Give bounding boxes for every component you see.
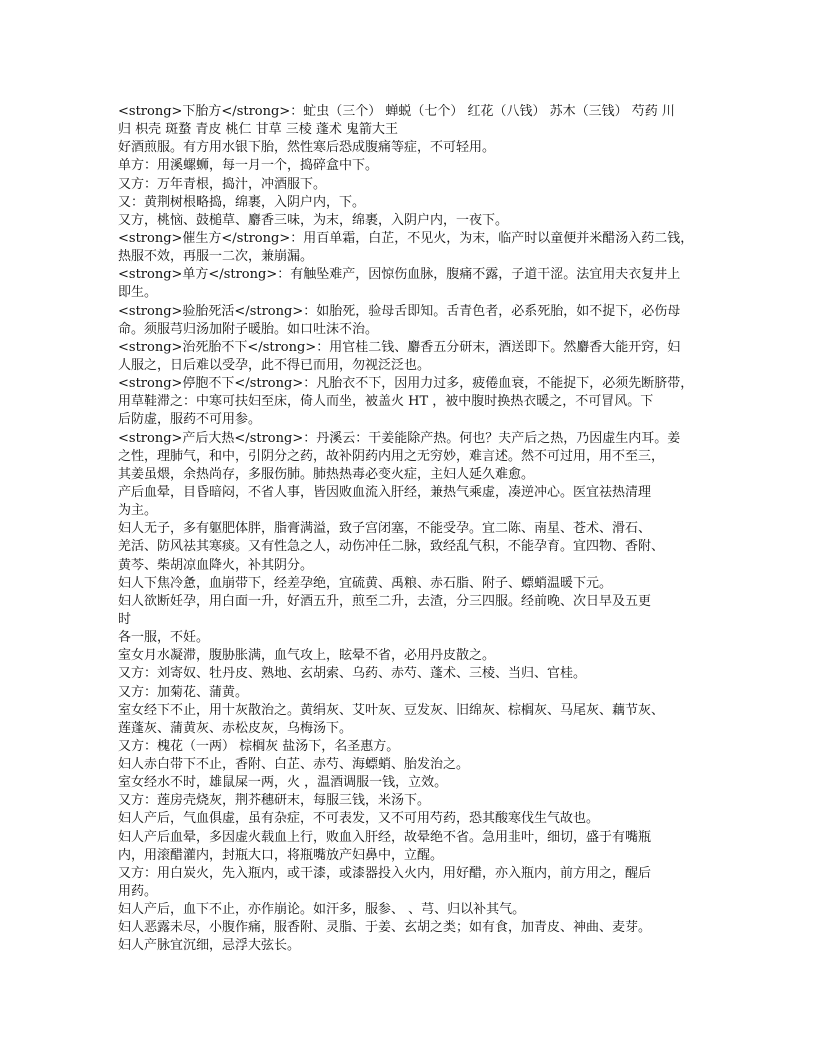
- text-line: 后防虚，服药不可用参。: [118, 412, 262, 428]
- text-line: <strong>验胎死活</strong>：如胎死，验母舌即知。舌青色者，必系死胎，如不捉下，必伤母: [118, 303, 681, 319]
- text-line: 产后血晕，目昏暗闷，不省人事，皆因败血流入肝经，兼热气乘虚，凑逆冲心。医宜祛热清理: [118, 484, 652, 500]
- text-line: 羌活、防风祛其寒痰。又有性急之人，动伤冲任二脉，致经乱气积，不能孕育。宜四物、香附、: [118, 539, 665, 555]
- text-line: 热服不效，再服一二次，兼崩漏。: [118, 249, 314, 265]
- text-line: 妇人无子，多有躯肥体胖，脂膏满溢，致子宫闭塞，不能受孕。宜二陈、南星、苍术、滑石、: [118, 521, 652, 537]
- text-line: 归 枳壳 斑蝥 青皮 桃仁 甘草 三棱 蓬术 鬼箭大王: [118, 122, 399, 138]
- text-line: 室女经水不时，雄鼠屎一两，火 ，温酒调服一钱，立效。: [118, 775, 448, 791]
- text-line: 妇人下焦冷惫，血崩带下，经差孕绝，宜硫黄、禹粮、赤石脂、附子、螵蛸温暖下元。: [118, 575, 613, 591]
- text-line: 室女经下不止，用十灰散治之。黄绢灰、艾叶灰、豆发灰、旧绵灰、棕榈灰、马尾灰、藕节灰、: [118, 702, 665, 718]
- text-line: 室女月水凝滞，腹胁胀满，血气攻上，眩晕不省，必用丹皮散之。: [118, 648, 496, 664]
- text-line: <strong>治死胎不下</strong>：用官桂二钱、麝香五分研末，酒送即下。然麝香大能开窍，妇: [118, 339, 681, 355]
- text-line: 又方：用白炭火，先入瓶内，或干漆，或漆器投入火内，用好醋，亦入瓶内，前方用之，醒后: [118, 865, 652, 881]
- text-line: 又：黄荆树根略捣，绵裹，入阴户内，下。: [118, 194, 366, 210]
- document-body: [118, 103, 708, 956]
- text-line: 妇人产后，气血俱虚，虽有杂症，不可表发，又不可用芍药，恐其酸寒伐生气故也。: [118, 811, 600, 827]
- text-line: 妇人产后，血下不止，亦作崩论。如汗多，服参、 、芎、归以补其气。: [118, 902, 526, 918]
- text-line: 妇人恶露未尽，小腹作痛，服香附、灵脂、于姜、玄胡之类；如有食，加青皮、神曲、麦芽。: [118, 920, 652, 936]
- text-line: 其姜虽煨，余热尚存，多服伤肺。肺热热毒必变火症，主妇人延久难愈。: [118, 466, 535, 482]
- text-line: 又方：万年青根，捣汁，冲酒服下。: [118, 176, 327, 192]
- text-line: 又方：莲房壳烧灰，荆芥穗研末，每服三钱，米汤下。: [118, 793, 431, 809]
- text-line: <strong>单方</strong>：有触坠难产，因惊伤血脉，腹痛不露，子道干涩。法宜用夫衣复井上: [118, 267, 681, 283]
- text-line: 各一服，不妊。: [118, 630, 210, 646]
- text-line: 又方，桃恼、鼓槌草、麝香三味，为末，绵裹，入阴户内，一夜下。: [118, 212, 509, 228]
- text-line: 妇人赤白带下不止，香附、白芷、赤芍、海螵蛸、胎发治之。: [118, 757, 470, 773]
- text-line: 即生。: [118, 285, 158, 301]
- text-line: 命。须服芎归汤加附子暖胎。如口吐沫不治。: [118, 321, 379, 337]
- text-line: 为主。: [118, 503, 158, 519]
- text-line: 时: [118, 611, 132, 627]
- text-line: 之性，理肺气，和中，引阴分之药，故补阴药内用之无穷妙，难言述。然不可过用，用不至三，: [118, 448, 665, 464]
- text-line: 妇人欲断妊孕，用白面一升，好酒五升，煎至二升，去渣，分三四服。经前晚、次日早及五更: [118, 593, 652, 609]
- text-line: 内，用滚醋灌内，封瓶大口，将瓶嘴放产妇鼻中，立醒。: [118, 847, 444, 863]
- text-line: 妇人产后血晕，多因虚火载血上行，败血入肝经，故晕绝不省。急用韭叶，细切，盛于有嘴瓶: [118, 829, 652, 845]
- text-line: <strong>下胎方</strong>：虻虫（三个） 蝉蜕（七个） 红花（八钱） 苏木（三钱） 芍药 川: [118, 104, 675, 119]
- text-line: 黄芩、柴胡凉血降火，补其阴分。: [118, 557, 314, 573]
- text-line: 又方：加菊花、蒲黄。: [118, 684, 249, 700]
- text-line: 妇人产脉宜沉细，忌浮大弦长。: [118, 938, 301, 954]
- text-line: 又方：刘寄奴、牡丹皮、熟地、玄胡索、乌药、赤芍、蓬术、三棱、当归、官桂。: [118, 666, 587, 682]
- text-line: 单方：用溪螺蛳，每一月一个，捣碎盒中下。: [118, 158, 379, 174]
- text-line: <strong>产后大热</strong>：丹溪云：干姜能除产热。何也？夫产后之热，乃因虚生内耳。姜: [118, 430, 681, 446]
- text-line: 又方：槐花（一两） 棕榈灰 盐汤下，名圣惠方。: [118, 738, 400, 754]
- text-line: 莲蓬灰、蒲黄灰、赤松皮灰，乌梅汤下。: [118, 720, 353, 736]
- text-line: 人服之，日后难以受孕，此不得已而用，勿视泛泛也。: [118, 357, 431, 373]
- text-line: <strong>催生方</strong>：用百单霜，白芷，不见火，为末，临产时以童便并米醋汤入药二钱，: [118, 230, 694, 246]
- text-line: 用草鞋滞之：中寒可扶妇至床，倚人而坐，被盖火 HT ，被中腹时换热衣暖之，不可冒风。下: [118, 394, 654, 410]
- text-line: 好酒煎服。有方用水银下胎，然性寒后恐成腹痛等症，不可轻用。: [118, 140, 496, 156]
- text-line: <strong>停胞不下</strong>：凡胎衣不下，因用力过多，疲倦血衰，不能捉下，必须先断脐带，: [118, 376, 694, 392]
- text-line: 用药。: [118, 884, 158, 900]
